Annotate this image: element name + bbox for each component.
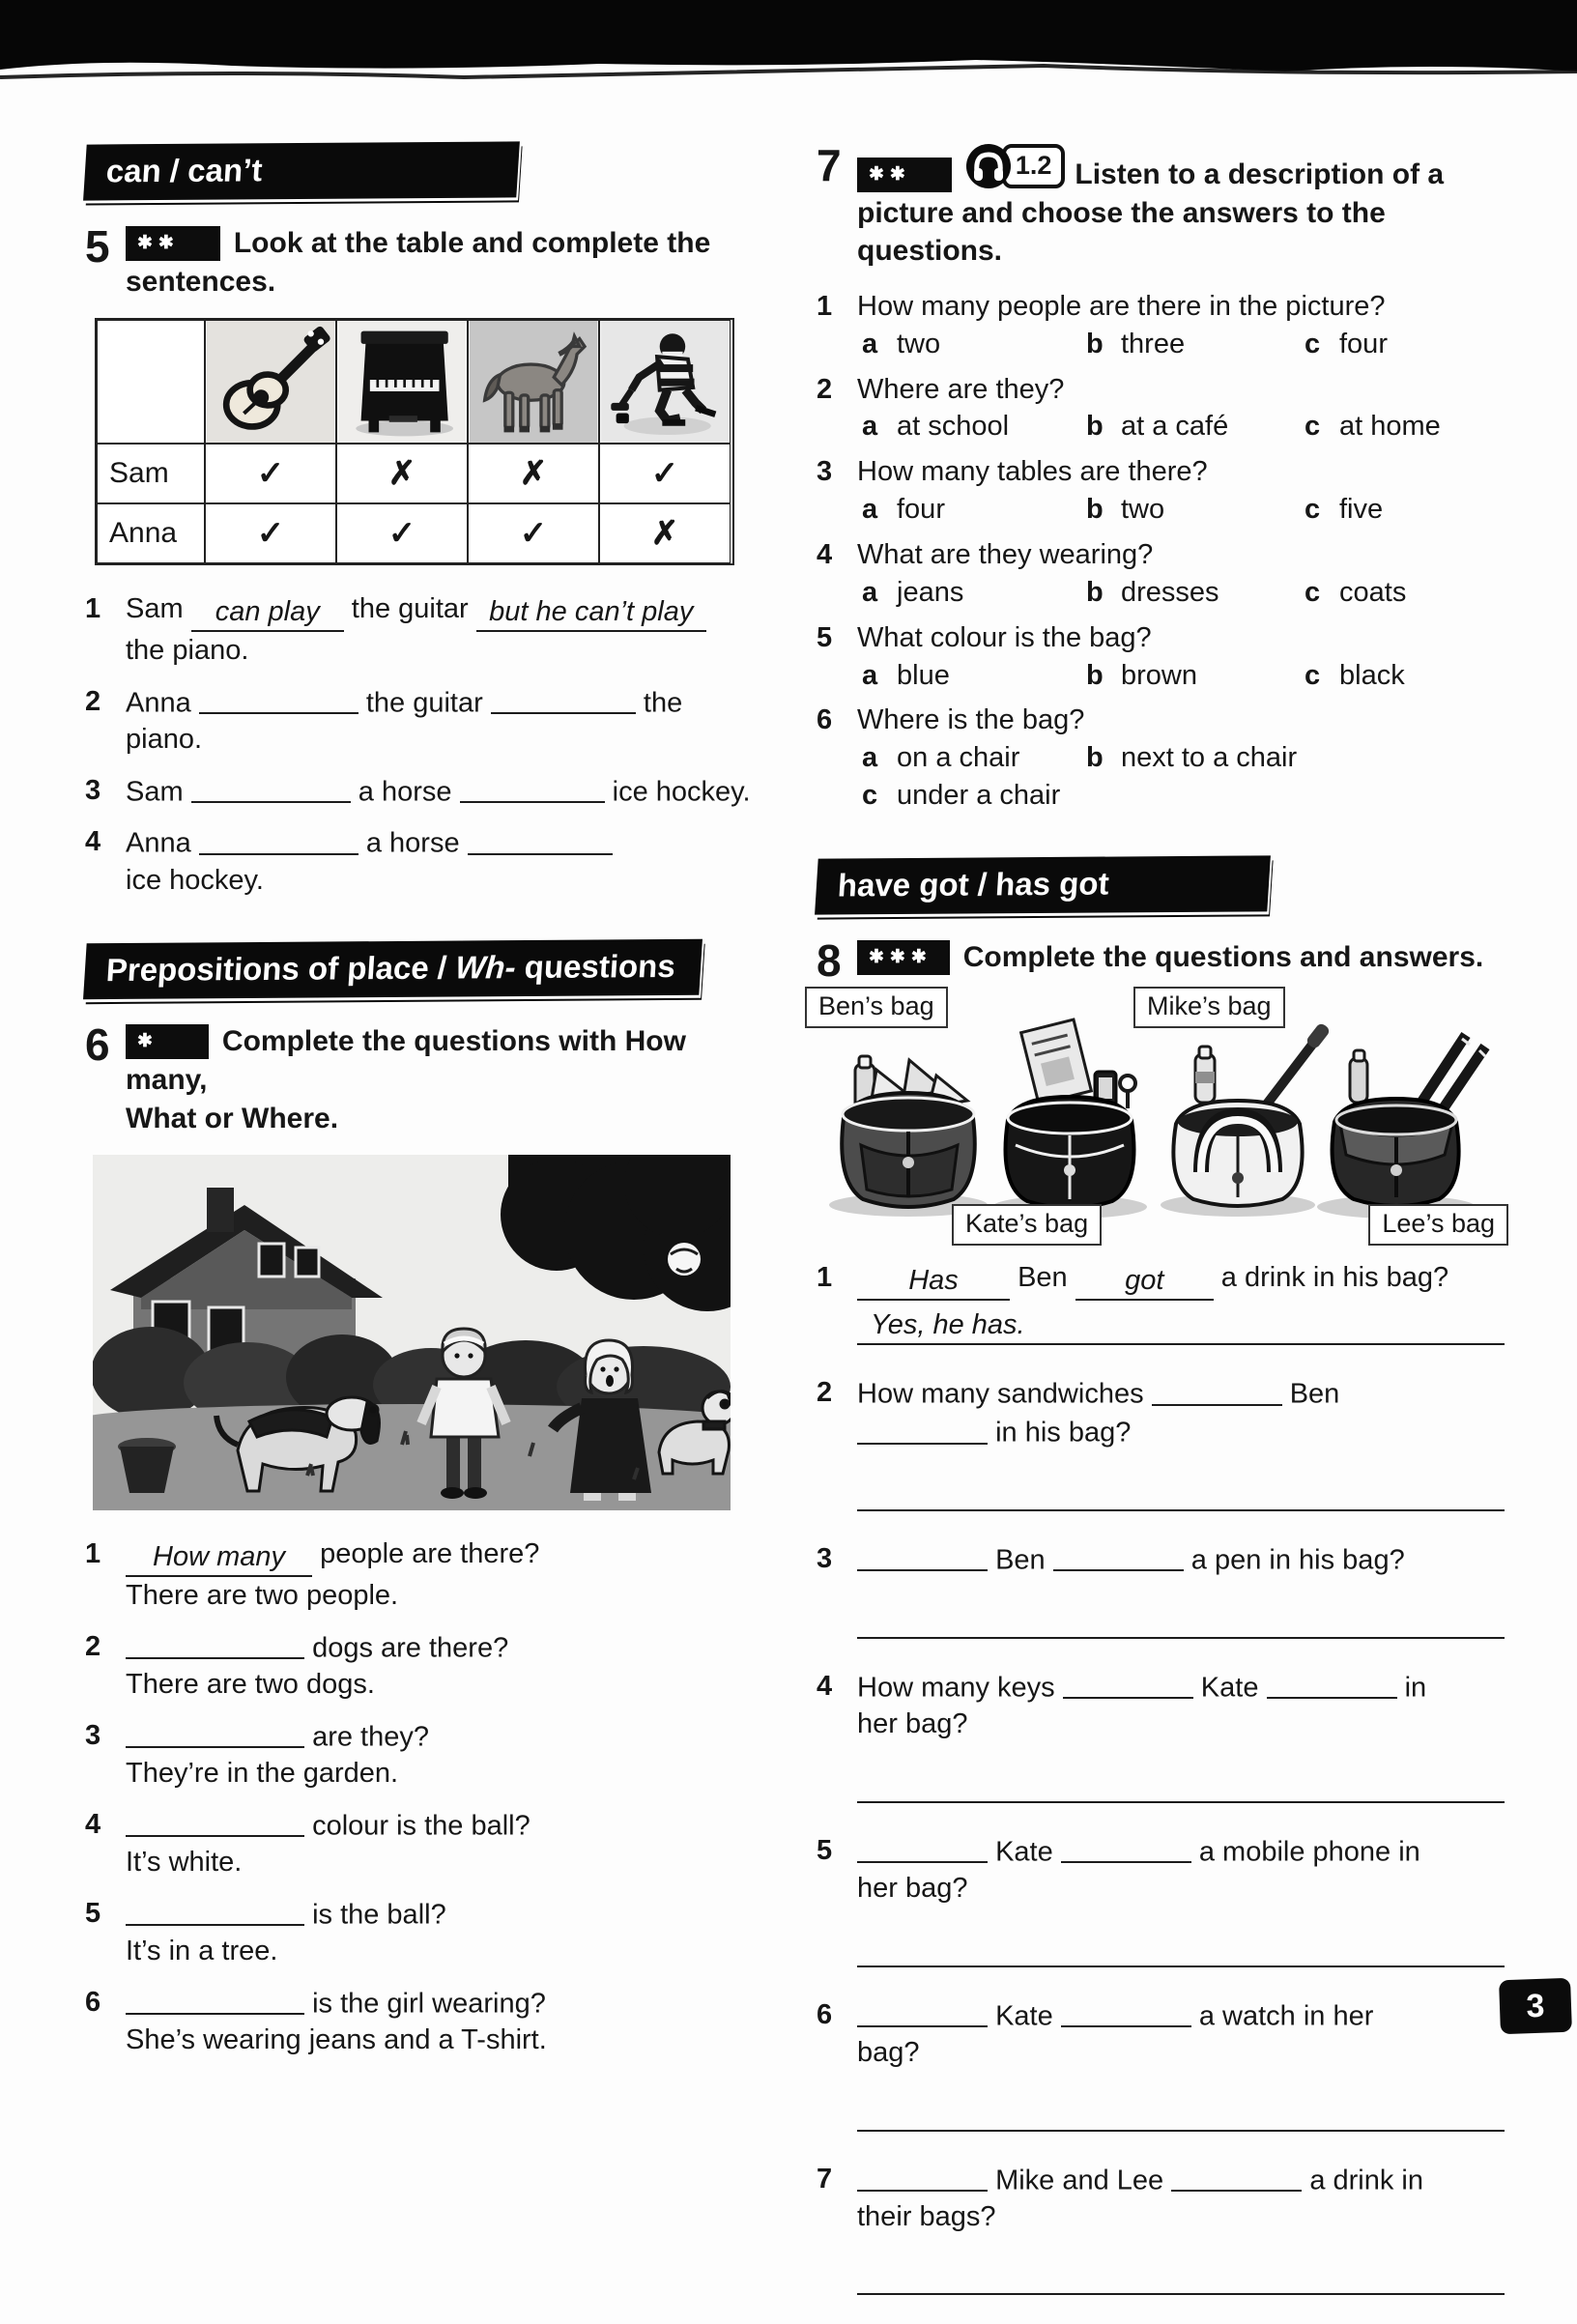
exercise-number: 6 xyxy=(85,1019,110,1071)
exercise-5-instruction: ✱✱ Look at the table and complete the sentences. xyxy=(126,227,711,298)
answer-blank xyxy=(468,823,613,854)
option-c: under a chair xyxy=(897,780,1061,812)
ex5-sentence-2: 2 Anna the guitar the piano. xyxy=(85,683,767,759)
option-b: at a café xyxy=(1121,411,1229,443)
answer-blank xyxy=(126,1806,304,1837)
answer-line xyxy=(857,2122,1505,2132)
headphones-icon xyxy=(965,143,1012,189)
difficulty-stars-badge: ✱✱✱ xyxy=(857,940,950,975)
option-c: four xyxy=(1339,328,1388,359)
option-c: coats xyxy=(1339,576,1407,608)
difficulty-stars-badge: ✱ xyxy=(126,1024,209,1059)
ex6-question-4: 4 colour is the ball? It’s white. xyxy=(85,1806,767,1881)
answer-blank xyxy=(126,1895,304,1926)
ex8-question-5: 5 Kate a mobile phone in her bag? xyxy=(817,1832,1505,1977)
answer-blank xyxy=(1061,1832,1191,1863)
option-b: three xyxy=(1121,328,1186,359)
garden-scene-illustration xyxy=(93,1155,731,1510)
mark-sam-piano: ✗ xyxy=(336,444,468,503)
right-column xyxy=(817,140,1505,2324)
answer-blank xyxy=(1171,2161,1302,2192)
answer-blank xyxy=(857,1996,988,2027)
ice-hockey-player-icon xyxy=(599,320,731,444)
table-row-name: Anna xyxy=(97,503,205,563)
ex8-question-2: 2 How many sandwiches Ben in his bag? xyxy=(817,1374,1505,1520)
ex7-question-4: 4 What are they wearing? a jeans b dresses c coats xyxy=(817,536,1505,612)
option-a: four xyxy=(897,494,945,526)
option-a: at school xyxy=(897,411,1010,443)
answer-fill: can play xyxy=(191,593,344,632)
section-title: can / can’t xyxy=(104,152,264,189)
horse-icon xyxy=(468,320,599,444)
left-column xyxy=(85,143,767,2073)
ex8-question-4: 4 How many keys Kate in her bag? xyxy=(817,1668,1505,1813)
answer-line xyxy=(857,1629,1505,1639)
audio-track-number: 1.2 xyxy=(1002,144,1066,189)
mark-anna-piano: ✓ xyxy=(336,503,468,563)
mark-anna-horse: ✓ xyxy=(468,503,599,563)
section-banner-prepositions: Prepositions of place / Wh- questions xyxy=(83,939,702,999)
printed-answer: It’s white. xyxy=(126,1847,243,1879)
answer-line xyxy=(857,1958,1505,1967)
printed-answer: They’re in the garden. xyxy=(126,1758,399,1790)
ben-bag-label: Ben’s bag xyxy=(805,987,948,1028)
table-row-name: Sam xyxy=(97,444,205,503)
difficulty-stars-badge: ✱✱ xyxy=(126,226,220,261)
kate-bag xyxy=(1006,1019,1136,1208)
option-a: jeans xyxy=(897,576,964,608)
answer-line xyxy=(857,1793,1505,1803)
section-banner-have-got: have got / has got xyxy=(815,855,1271,914)
answer-blank xyxy=(126,1628,304,1659)
ben-bag xyxy=(842,1056,975,1207)
option-a: blue xyxy=(897,659,950,691)
printed-answer: There are two dogs. xyxy=(126,1669,375,1701)
exercise-number: 7 xyxy=(817,140,842,190)
ex6-question-2: 2 dogs are there? There are two dogs. xyxy=(85,1628,767,1704)
answer-fill: but he can’t play xyxy=(476,593,706,632)
option-c: five xyxy=(1339,494,1384,526)
ex7-question-2: 2 Where are they? a at school b at a café c at home xyxy=(817,371,1505,446)
mark-sam-hockey: ✓ xyxy=(599,444,731,503)
answer-blank xyxy=(191,772,351,803)
ex5-sentence-4: 4 Anna a horse ice hockey. xyxy=(85,823,767,899)
answer-blank xyxy=(857,2161,988,2192)
answer-blank xyxy=(1061,1996,1191,2027)
option-b: dresses xyxy=(1121,576,1219,608)
printed-answer: There are two people. xyxy=(126,1580,399,1612)
answer-fill: Has xyxy=(857,1262,1010,1301)
answer-blank xyxy=(460,772,605,803)
audio-track-widget xyxy=(965,143,1066,189)
can-cant-table xyxy=(95,318,734,565)
piano-icon xyxy=(336,320,468,444)
ex6-question-6: 6 is the girl wearing? She’s wearing jeans and a T-shirt. xyxy=(85,1984,767,2059)
ex8-question-6: 6 Kate a watch in her bag? xyxy=(817,1996,1505,2141)
answer-fill: got xyxy=(1075,1262,1214,1301)
mike-bag xyxy=(1173,1021,1331,1206)
ex5-sentence-3: 3 Sam a horse ice hockey. xyxy=(85,772,767,811)
exercise-8-instruction: ✱✱✱ Complete the questions and answers. xyxy=(857,938,1505,983)
ex8-question-3: 3 Ben a pen in his bag? xyxy=(817,1540,1505,1649)
answer-blank xyxy=(1063,1668,1193,1699)
ex7-question-1: 1 How many people are there in the picture? a two b three c four xyxy=(817,288,1505,363)
ex7-question-5: 5 What colour is the bag? a blue b brown c black xyxy=(817,619,1505,695)
option-a: on a chair xyxy=(897,742,1020,774)
mark-anna-guitar: ✓ xyxy=(205,503,336,563)
answer-blank xyxy=(857,1413,988,1444)
ex5-sentence-1: 1 Sam can play the guitar but he can’t play the piano. xyxy=(85,590,767,670)
option-b: brown xyxy=(1121,659,1197,691)
mark-sam-horse: ✗ xyxy=(468,444,599,503)
bags-illustration xyxy=(817,990,1495,1238)
answer-blank xyxy=(199,683,358,714)
answer-fill: How many xyxy=(126,1538,312,1577)
table-corner-cell xyxy=(97,320,205,444)
printed-answer: It’s in a tree. xyxy=(126,1936,278,1967)
answer-blank xyxy=(1053,1540,1184,1571)
option-c: at home xyxy=(1339,411,1441,443)
ex7-question-6: 6 Where is the bag? a on a chair b next to a chair c under a chair xyxy=(817,702,1505,815)
option-c: black xyxy=(1339,659,1405,691)
exercise-number: 5 xyxy=(85,221,110,272)
option-b: two xyxy=(1121,494,1165,526)
ex6-question-3: 3 are they? They’re in the garden. xyxy=(85,1717,767,1793)
answer-blank xyxy=(857,1832,988,1863)
ex8-question-7: 7 Mike and Lee a drink in their bags? xyxy=(817,2161,1505,2306)
section-banner-can-cant xyxy=(83,141,520,200)
mike-bag-label: Mike’s bag xyxy=(1133,987,1285,1028)
kate-bag-label: Kate’s bag xyxy=(952,1204,1102,1246)
answer-blank xyxy=(126,1984,304,2015)
option-b: next to a chair xyxy=(1121,742,1298,774)
answer-line xyxy=(857,2285,1505,2295)
answer-blank xyxy=(1152,1374,1282,1405)
ex8-question-1: 1 Has Ben got a drink in his bag? Yes, he has. xyxy=(817,1259,1505,1356)
lee-bag-label: Lee’s bag xyxy=(1368,1204,1508,1246)
guitar-icon xyxy=(205,320,336,444)
option-a: two xyxy=(897,328,941,359)
answer-blank xyxy=(126,1717,304,1748)
exercise-8-header xyxy=(817,934,1505,986)
answer-blank xyxy=(491,683,636,714)
exercise-6-header xyxy=(85,1019,767,1137)
answer-line: Yes, he has. xyxy=(857,1306,1505,1345)
page-number: 3 xyxy=(1525,1987,1546,2024)
mark-anna-hockey: ✗ xyxy=(599,503,731,563)
exercise-number: 8 xyxy=(817,934,842,986)
mark-sam-guitar: ✓ xyxy=(205,444,336,503)
exercise-5-header xyxy=(85,221,767,301)
page-number-badge xyxy=(1499,1978,1572,2035)
ex6-question-1: 1 How many people are there? There are two people. xyxy=(85,1538,540,1612)
answer-blank xyxy=(857,1540,988,1571)
scanned-page-top-edge xyxy=(0,0,1577,89)
answer-blank xyxy=(1267,1668,1397,1699)
ex6-question-5: 5 is the ball? It’s in a tree. xyxy=(85,1895,767,1970)
ex7-question-3: 3 How many tables are there? a four b two c five xyxy=(817,453,1505,529)
answer-blank xyxy=(199,823,358,854)
page-edge-graphic xyxy=(0,0,1577,89)
difficulty-stars-badge: ✱✱ xyxy=(857,158,952,192)
exercise-7-instruction: ✱✱ 1.2 Listen to a description of a picture and choose the answers to the questions. xyxy=(857,143,1505,271)
printed-answer: She’s wearing jeans and a T-shirt. xyxy=(126,2024,547,2056)
exercise-7-header xyxy=(817,140,1505,271)
lee-bag xyxy=(1333,1035,1486,1206)
answer-line xyxy=(857,1502,1505,1511)
exercise-6-instruction: ✱ Complete the questions with How many, What or Where. xyxy=(126,1025,686,1134)
